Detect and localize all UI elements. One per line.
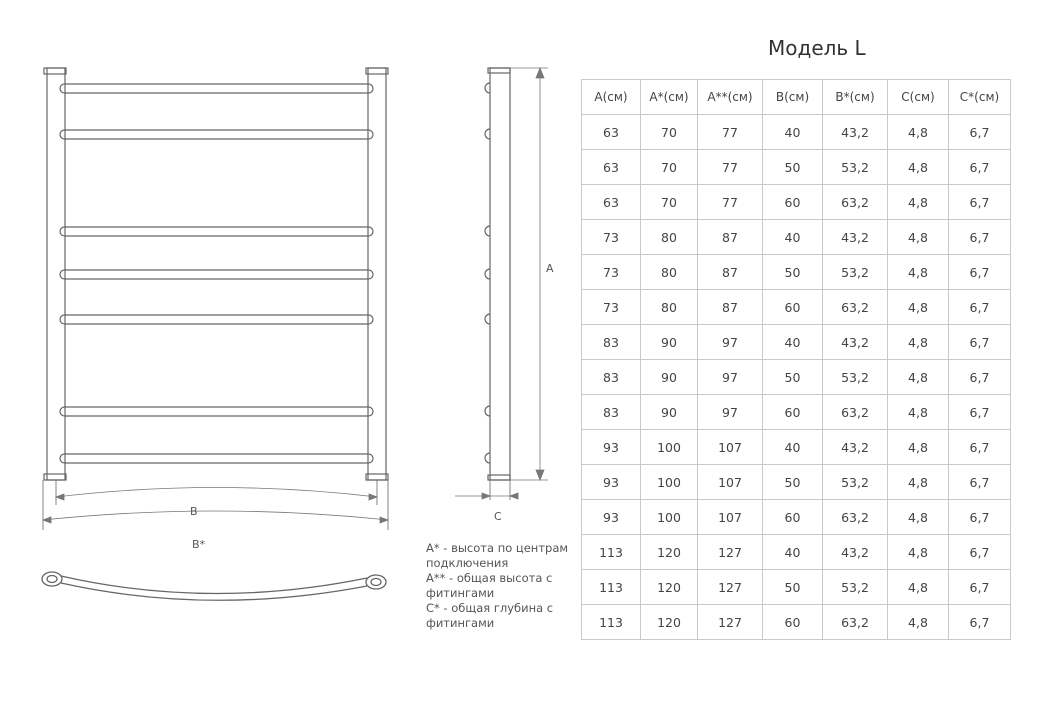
table-cell: 60 [763,605,823,640]
table-cell: 127 [698,570,763,605]
table-cell: 83 [582,360,641,395]
table-cell: 100 [641,500,698,535]
table-cell: 6,7 [949,605,1011,640]
table-cell: 4,8 [888,430,949,465]
table-cell: 120 [641,570,698,605]
table-cell: 63,2 [823,500,888,535]
rung-end [485,406,490,416]
dimension-c-label: C [494,510,502,523]
rung-end [485,129,490,139]
table-cell: 77 [698,150,763,185]
dimension-b-label: B [190,505,198,518]
table-cell: 6,7 [949,290,1011,325]
column-header: B(см) [763,80,823,115]
legend-a-star-star: A** - общая высота с фитингами [426,571,553,600]
table-cell: 53,2 [823,360,888,395]
column-header: A*(см) [641,80,698,115]
table-cell: 80 [641,255,698,290]
dimension-b-star-label: B* [192,538,206,551]
table-cell: 100 [641,465,698,500]
table-cell: 53,2 [823,150,888,185]
table-cell: 60 [763,395,823,430]
table-cell: 50 [763,570,823,605]
table-cell: 63,2 [823,290,888,325]
table-cell: 4,8 [888,290,949,325]
table-cell: 6,7 [949,465,1011,500]
table-cell: 6,7 [949,570,1011,605]
dimensions-table [581,79,1011,640]
table-cell: 40 [763,430,823,465]
table-cell: 6,7 [949,430,1011,465]
table-cell: 43,2 [823,325,888,360]
table-cell: 53,2 [823,570,888,605]
table-cell: 87 [698,255,763,290]
table-cell: 6,7 [949,115,1011,150]
table-cell: 73 [582,255,641,290]
table-cell: 4,8 [888,535,949,570]
table-cell: 120 [641,535,698,570]
table-cell: 127 [698,535,763,570]
column-header: C*(см) [949,80,1011,115]
table-cell: 6,7 [949,185,1011,220]
table-cell: 93 [582,465,641,500]
table-cell: 93 [582,430,641,465]
rung [60,315,373,324]
table-cell: 107 [698,430,763,465]
table-cell: 63,2 [823,185,888,220]
table-cell: 4,8 [888,115,949,150]
table-cell: 63,2 [823,395,888,430]
table-row [582,570,1011,605]
table-cell: 73 [582,290,641,325]
table-cell: 63 [582,185,641,220]
rung-end [485,453,490,463]
column-header: C(см) [888,80,949,115]
table-cell: 6,7 [949,150,1011,185]
table-cell: 4,8 [888,255,949,290]
table-cell: 50 [763,465,823,500]
side-view-drawing [485,68,510,500]
table-cell: 113 [582,570,641,605]
table-cell: 50 [763,150,823,185]
table-cell: 120 [641,605,698,640]
table-header-row [582,80,1011,115]
table-cell: 93 [582,500,641,535]
table-cell: 40 [763,325,823,360]
front-view-drawing [43,68,388,530]
table-cell: 63 [582,150,641,185]
table-row [582,535,1011,570]
table-row [582,360,1011,395]
rung-end [485,83,490,93]
table-row [582,290,1011,325]
table-cell: 40 [763,115,823,150]
table-row [582,115,1011,150]
table-cell: 90 [641,395,698,430]
rung [60,454,373,463]
top-view-drawing [42,572,386,600]
table-cell: 70 [641,150,698,185]
table-cell: 6,7 [949,255,1011,290]
legend-a-star: A* - высота по центрам подключения [426,541,569,570]
table-cell: 97 [698,395,763,430]
table-cell: 127 [698,605,763,640]
table-row [582,255,1011,290]
rung [60,407,373,416]
table-cell: 43,2 [823,535,888,570]
table-cell: 113 [582,535,641,570]
table-cell: 43,2 [823,430,888,465]
table-cell: 53,2 [823,255,888,290]
column-header: B*(см) [823,80,888,115]
table-row [582,430,1011,465]
table-cell: 6,7 [949,360,1011,395]
table-row [582,325,1011,360]
table-cell: 4,8 [888,360,949,395]
legend [426,541,586,631]
dimension-a [510,68,548,480]
table-row [582,220,1011,255]
column-header: A(см) [582,80,641,115]
table-cell: 90 [641,325,698,360]
table-cell: 87 [698,220,763,255]
table-cell: 90 [641,360,698,395]
table-cell: 4,8 [888,465,949,500]
table-cell: 6,7 [949,325,1011,360]
rung [60,270,373,279]
table-cell: 83 [582,395,641,430]
dimension-c [455,493,518,499]
column-header: A**(см) [698,80,763,115]
table-cell: 107 [698,465,763,500]
table-cell: 4,8 [888,150,949,185]
table-cell: 63 [582,115,641,150]
table-cell: 6,7 [949,395,1011,430]
table-row [582,465,1011,500]
dimension-b [43,488,388,524]
table-cell: 80 [641,220,698,255]
table-cell: 60 [763,290,823,325]
table-cell: 97 [698,325,763,360]
table-cell: 97 [698,360,763,395]
table-cell: 60 [763,500,823,535]
table-cell: 4,8 [888,220,949,255]
table-cell: 113 [582,605,641,640]
table-cell: 43,2 [823,115,888,150]
table-cell: 70 [641,185,698,220]
rung-end [485,269,490,279]
table-cell: 4,8 [888,605,949,640]
table-cell: 6,7 [949,500,1011,535]
table-row [582,150,1011,185]
dimension-a-label: A [546,262,554,275]
table-cell: 63,2 [823,605,888,640]
table-cell: 40 [763,220,823,255]
table-row [582,605,1011,640]
table-cell: 80 [641,290,698,325]
rung-end [485,314,490,324]
table-cell: 4,8 [888,325,949,360]
table-row [582,185,1011,220]
rung-ends [485,83,490,463]
page-title: Модель L [768,36,866,60]
rungs [60,84,373,463]
table-cell: 6,7 [949,535,1011,570]
table-cell: 43,2 [823,220,888,255]
rung-end [485,226,490,236]
rung [60,84,373,93]
table-row [582,500,1011,535]
table-cell: 4,8 [888,500,949,535]
table-cell: 4,8 [888,395,949,430]
legend-c-star: C* - общая глубина с фитингами [426,601,554,630]
table-cell: 50 [763,360,823,395]
table-cell: 77 [698,115,763,150]
rung [60,227,373,236]
table-cell: 40 [763,535,823,570]
table-cell: 87 [698,290,763,325]
table-cell: 70 [641,115,698,150]
table-cell: 107 [698,500,763,535]
table-cell: 73 [582,220,641,255]
table-cell: 60 [763,185,823,220]
table-row [582,395,1011,430]
table-cell: 4,8 [888,570,949,605]
table-cell: 4,8 [888,185,949,220]
table-cell: 77 [698,185,763,220]
table-cell: 83 [582,325,641,360]
rung [60,130,373,139]
table-cell: 50 [763,255,823,290]
table-cell: 6,7 [949,220,1011,255]
table-cell: 100 [641,430,698,465]
table-cell: 53,2 [823,465,888,500]
